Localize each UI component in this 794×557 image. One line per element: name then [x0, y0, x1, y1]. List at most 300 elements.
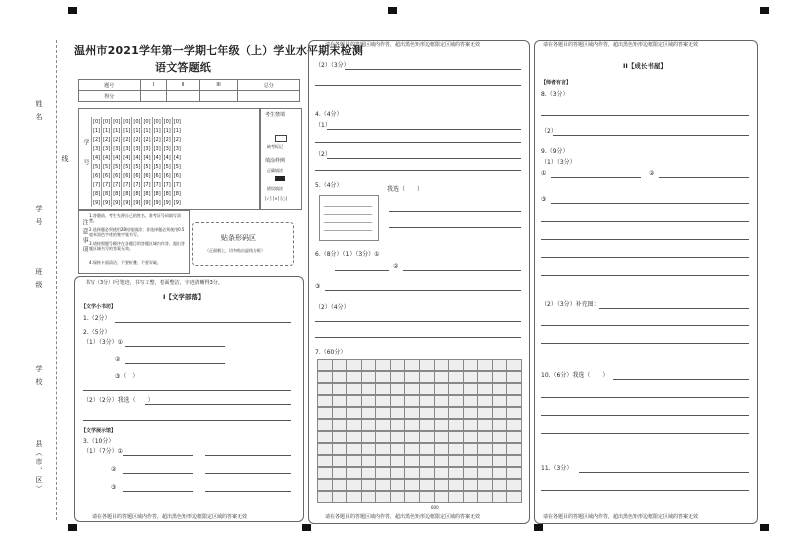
essay-cell[interactable]: [404, 467, 420, 479]
omr-bubble[interactable]: [0]: [123, 118, 131, 125]
essay-cell[interactable]: [361, 491, 377, 503]
essay-cell[interactable]: [506, 383, 522, 395]
essay-cell[interactable]: [404, 383, 420, 395]
omr-bubble[interactable]: [5]: [153, 163, 161, 170]
essay-cell[interactable]: [506, 407, 522, 419]
essay-cell[interactable]: [506, 443, 522, 455]
essay-cell[interactable]: [492, 455, 508, 467]
omr-bubble[interactable]: [9]: [113, 199, 121, 206]
essay-cell[interactable]: [492, 479, 508, 491]
essay-cell[interactable]: [419, 491, 435, 503]
omr-bubble[interactable]: [0]: [133, 118, 141, 125]
essay-cell[interactable]: [463, 455, 479, 467]
answer-line[interactable]: [327, 129, 521, 130]
essay-cell[interactable]: [448, 383, 464, 395]
omr-bubble[interactable]: [0]: [143, 118, 151, 125]
essay-cell[interactable]: [477, 407, 493, 419]
omr-bubble[interactable]: [3]: [113, 145, 121, 152]
essay-cell[interactable]: [361, 455, 377, 467]
omr-bubble[interactable]: [1]: [93, 127, 101, 134]
essay-cell[interactable]: [361, 419, 377, 431]
omr-bubble[interactable]: [2]: [163, 136, 171, 143]
omr-bubble[interactable]: [8]: [93, 190, 101, 197]
omr-bubble[interactable]: [9]: [133, 199, 141, 206]
essay-cell[interactable]: [346, 371, 362, 383]
answer-line[interactable]: [83, 390, 291, 391]
answer-line[interactable]: [205, 491, 291, 492]
omr-bubble[interactable]: [0]: [103, 118, 111, 125]
essay-cell[interactable]: [317, 467, 333, 479]
essay-cell[interactable]: [346, 395, 362, 407]
answer-line[interactable]: [389, 227, 521, 228]
score-cell[interactable]: [238, 91, 300, 102]
omr-bubble[interactable]: [3]: [163, 145, 171, 152]
essay-cell[interactable]: [463, 359, 479, 371]
essay-cell[interactable]: [375, 443, 391, 455]
omr-bubble[interactable]: [2]: [143, 136, 151, 143]
omr-bubble[interactable]: [4]: [93, 154, 101, 161]
omr-bubble[interactable]: [9]: [163, 199, 171, 206]
essay-cell[interactable]: [506, 395, 522, 407]
omr-bubble[interactable]: [6]: [103, 172, 111, 179]
omr-bubble[interactable]: [7]: [173, 181, 181, 188]
omr-bubble[interactable]: [1]: [143, 127, 151, 134]
essay-cell[interactable]: [463, 443, 479, 455]
omr-bubble[interactable]: [6]: [113, 172, 121, 179]
omr-bubble[interactable]: [5]: [103, 163, 111, 170]
essay-cell[interactable]: [448, 371, 464, 383]
omr-bubble[interactable]: [0]: [163, 118, 171, 125]
score-cell[interactable]: [167, 91, 200, 102]
answer-line[interactable]: [205, 473, 291, 474]
essay-cell[interactable]: [434, 467, 450, 479]
essay-cell[interactable]: [332, 479, 348, 491]
essay-cell[interactable]: [434, 491, 450, 503]
essay-cell[interactable]: [317, 371, 333, 383]
essay-cell[interactable]: [434, 383, 450, 395]
answer-line[interactable]: [551, 203, 749, 204]
essay-cell[interactable]: [404, 371, 420, 383]
omr-bubble[interactable]: [4]: [123, 154, 131, 161]
answer-line[interactable]: [123, 473, 193, 474]
essay-cell[interactable]: [506, 431, 522, 443]
essay-cell[interactable]: [317, 407, 333, 419]
essay-cell[interactable]: [404, 359, 420, 371]
essay-cell[interactable]: [404, 407, 420, 419]
omr-bubble[interactable]: [1]: [163, 127, 171, 134]
essay-cell[interactable]: [317, 419, 333, 431]
omr-bubble[interactable]: [7]: [93, 181, 101, 188]
essay-cell[interactable]: [346, 383, 362, 395]
essay-cell[interactable]: [332, 371, 348, 383]
omr-bubble[interactable]: [8]: [113, 190, 121, 197]
answer-line[interactable]: [123, 491, 193, 492]
essay-cell[interactable]: [419, 443, 435, 455]
answer-line[interactable]: [327, 158, 521, 159]
essay-cell[interactable]: [506, 455, 522, 467]
essay-cell[interactable]: [332, 431, 348, 443]
essay-cell[interactable]: [390, 455, 406, 467]
essay-cell[interactable]: [390, 419, 406, 431]
answer-line[interactable]: [541, 239, 749, 240]
essay-cell[interactable]: [506, 419, 522, 431]
answer-line[interactable]: [541, 343, 749, 344]
answer-line[interactable]: [325, 290, 521, 291]
answer-line[interactable]: [315, 142, 521, 143]
answer-line[interactable]: [541, 325, 749, 326]
essay-cell[interactable]: [375, 455, 391, 467]
essay-cell[interactable]: [390, 443, 406, 455]
essay-cell[interactable]: [463, 431, 479, 443]
essay-cell[interactable]: [477, 491, 493, 503]
answer-line[interactable]: [145, 404, 291, 405]
essay-cell[interactable]: [463, 395, 479, 407]
essay-cell[interactable]: [419, 431, 435, 443]
omr-bubble[interactable]: [4]: [173, 154, 181, 161]
answer-line[interactable]: [541, 433, 749, 434]
answer-line[interactable]: [403, 270, 521, 271]
answer-line[interactable]: [125, 363, 225, 364]
essay-cell[interactable]: [463, 467, 479, 479]
essay-cell[interactable]: [434, 371, 450, 383]
omr-bubble[interactable]: [6]: [133, 172, 141, 179]
omr-bubble[interactable]: [3]: [133, 145, 141, 152]
answer-line[interactable]: [125, 346, 225, 347]
essay-cell[interactable]: [477, 479, 493, 491]
answer-line[interactable]: [315, 170, 521, 171]
omr-bubble[interactable]: [6]: [143, 172, 151, 179]
essay-cell[interactable]: [477, 419, 493, 431]
omr-bubble[interactable]: [4]: [153, 154, 161, 161]
omr-bubble[interactable]: [1]: [123, 127, 131, 134]
answer-line[interactable]: [345, 69, 521, 70]
essay-cell[interactable]: [448, 479, 464, 491]
essay-cell[interactable]: [492, 419, 508, 431]
omr-bubble[interactable]: [7]: [133, 181, 141, 188]
essay-cell[interactable]: [448, 455, 464, 467]
omr-bubble[interactable]: [8]: [103, 190, 111, 197]
answer-line[interactable]: [541, 397, 749, 398]
essay-cell[interactable]: [346, 419, 362, 431]
essay-cell[interactable]: [463, 419, 479, 431]
essay-cell[interactable]: [332, 359, 348, 371]
answer-line[interactable]: [541, 115, 749, 116]
answer-line[interactable]: [579, 472, 749, 473]
essay-cell[interactable]: [361, 371, 377, 383]
essay-cell[interactable]: [375, 407, 391, 419]
essay-cell[interactable]: [317, 359, 333, 371]
essay-cell[interactable]: [419, 455, 435, 467]
essay-cell[interactable]: [390, 371, 406, 383]
essay-cell[interactable]: [477, 443, 493, 455]
answer-line[interactable]: [553, 135, 749, 136]
omr-bubble[interactable]: [4]: [163, 154, 171, 161]
essay-cell[interactable]: [463, 479, 479, 491]
essay-cell[interactable]: [434, 431, 450, 443]
omr-bubble[interactable]: [3]: [103, 145, 111, 152]
essay-cell[interactable]: [317, 395, 333, 407]
omr-bubble[interactable]: [8]: [133, 190, 141, 197]
essay-cell[interactable]: [317, 491, 333, 503]
essay-cell[interactable]: [419, 359, 435, 371]
essay-cell[interactable]: [346, 479, 362, 491]
essay-cell[interactable]: [346, 455, 362, 467]
essay-cell[interactable]: [448, 491, 464, 503]
omr-bubble[interactable]: [2]: [93, 136, 101, 143]
essay-cell[interactable]: [390, 431, 406, 443]
essay-cell[interactable]: [346, 491, 362, 503]
omr-bubble[interactable]: [5]: [113, 163, 121, 170]
essay-cell[interactable]: [361, 467, 377, 479]
essay-cell[interactable]: [492, 407, 508, 419]
essay-cell[interactable]: [492, 371, 508, 383]
essay-cell[interactable]: [477, 431, 493, 443]
essay-cell[interactable]: [332, 491, 348, 503]
essay-cell[interactable]: [506, 479, 522, 491]
answer-line[interactable]: [315, 85, 521, 86]
omr-bubble[interactable]: [1]: [153, 127, 161, 134]
essay-cell[interactable]: [404, 395, 420, 407]
omr-bubble[interactable]: [0]: [93, 118, 101, 125]
essay-cell[interactable]: [361, 443, 377, 455]
essay-cell[interactable]: [390, 395, 406, 407]
essay-cell[interactable]: [404, 431, 420, 443]
essay-cell[interactable]: [448, 419, 464, 431]
answer-line[interactable]: [541, 275, 749, 276]
essay-cell[interactable]: [477, 467, 493, 479]
essay-cell[interactable]: [375, 395, 391, 407]
essay-cell[interactable]: [375, 383, 391, 395]
omr-bubble[interactable]: [0]: [173, 118, 181, 125]
answer-line[interactable]: [541, 257, 749, 258]
essay-cell[interactable]: [390, 359, 406, 371]
essay-cell[interactable]: [346, 407, 362, 419]
essay-cell[interactable]: [375, 371, 391, 383]
omr-bubble[interactable]: [6]: [93, 172, 101, 179]
essay-cell[interactable]: [492, 491, 508, 503]
omr-bubble[interactable]: [5]: [163, 163, 171, 170]
essay-cell[interactable]: [448, 395, 464, 407]
essay-cell[interactable]: [448, 443, 464, 455]
essay-cell[interactable]: [332, 395, 348, 407]
answer-line[interactable]: [613, 379, 749, 380]
essay-cell[interactable]: [463, 407, 479, 419]
essay-cell[interactable]: [346, 431, 362, 443]
essay-cell[interactable]: [434, 479, 450, 491]
essay-cell[interactable]: [390, 407, 406, 419]
essay-cell[interactable]: [448, 431, 464, 443]
essay-cell[interactable]: [390, 467, 406, 479]
omr-bubble[interactable]: [7]: [103, 181, 111, 188]
essay-cell[interactable]: [375, 479, 391, 491]
essay-cell[interactable]: [492, 467, 508, 479]
essay-grid[interactable]: [317, 359, 521, 503]
answer-line[interactable]: [389, 211, 521, 212]
essay-cell[interactable]: [390, 491, 406, 503]
essay-cell[interactable]: [361, 407, 377, 419]
essay-cell[interactable]: [434, 419, 450, 431]
essay-cell[interactable]: [346, 443, 362, 455]
omr-bubble[interactable]: [5]: [143, 163, 151, 170]
omr-bubble[interactable]: [7]: [143, 181, 151, 188]
answer-line[interactable]: [541, 415, 749, 416]
omr-bubble[interactable]: [8]: [163, 190, 171, 197]
essay-cell[interactable]: [375, 419, 391, 431]
answer-line[interactable]: [83, 420, 291, 421]
essay-cell[interactable]: [404, 443, 420, 455]
answer-line[interactable]: [599, 308, 749, 309]
omr-bubble[interactable]: [2]: [153, 136, 161, 143]
omr-bubble[interactable]: [4]: [103, 154, 111, 161]
omr-bubble[interactable]: [5]: [173, 163, 181, 170]
omr-bubble[interactable]: [2]: [133, 136, 141, 143]
omr-bubble[interactable]: [4]: [133, 154, 141, 161]
essay-cell[interactable]: [332, 455, 348, 467]
answer-line[interactable]: [315, 337, 521, 338]
essay-cell[interactable]: [317, 383, 333, 395]
essay-cell[interactable]: [434, 455, 450, 467]
omr-bubble[interactable]: [8]: [143, 190, 151, 197]
answer-line[interactable]: [551, 177, 641, 178]
essay-cell[interactable]: [448, 407, 464, 419]
essay-cell[interactable]: [463, 491, 479, 503]
essay-cell[interactable]: [375, 359, 391, 371]
essay-cell[interactable]: [448, 467, 464, 479]
essay-cell[interactable]: [332, 419, 348, 431]
omr-bubble[interactable]: [6]: [163, 172, 171, 179]
omr-bubble[interactable]: [2]: [113, 136, 121, 143]
essay-cell[interactable]: [404, 491, 420, 503]
essay-cell[interactable]: [404, 419, 420, 431]
omr-bubble[interactable]: [2]: [103, 136, 111, 143]
omr-bubble[interactable]: [5]: [93, 163, 101, 170]
essay-cell[interactable]: [332, 383, 348, 395]
essay-cell[interactable]: [434, 407, 450, 419]
essay-cell[interactable]: [375, 431, 391, 443]
essay-cell[interactable]: [477, 395, 493, 407]
omr-bubble[interactable]: [1]: [133, 127, 141, 134]
omr-bubble[interactable]: [9]: [103, 199, 111, 206]
essay-cell[interactable]: [361, 395, 377, 407]
essay-cell[interactable]: [361, 383, 377, 395]
essay-cell[interactable]: [492, 395, 508, 407]
omr-bubble[interactable]: [0]: [113, 118, 121, 125]
essay-cell[interactable]: [404, 455, 420, 467]
essay-cell[interactable]: [419, 395, 435, 407]
omr-bubble[interactable]: [2]: [123, 136, 131, 143]
omr-bubble[interactable]: [3]: [93, 145, 101, 152]
essay-cell[interactable]: [477, 371, 493, 383]
essay-cell[interactable]: [463, 371, 479, 383]
essay-cell[interactable]: [419, 467, 435, 479]
absent-checkbox[interactable]: [275, 135, 287, 142]
omr-bubble[interactable]: [9]: [153, 199, 161, 206]
omr-bubble[interactable]: [6]: [173, 172, 181, 179]
essay-cell[interactable]: [332, 467, 348, 479]
essay-cell[interactable]: [477, 383, 493, 395]
essay-cell[interactable]: [390, 383, 406, 395]
omr-bubble[interactable]: [8]: [153, 190, 161, 197]
omr-bubble[interactable]: [3]: [153, 145, 161, 152]
omr-bubble[interactable]: [0]: [153, 118, 161, 125]
omr-bubble[interactable]: [6]: [123, 172, 131, 179]
omr-bubble[interactable]: [7]: [163, 181, 171, 188]
essay-cell[interactable]: [506, 371, 522, 383]
essay-cell[interactable]: [346, 467, 362, 479]
omr-bubble[interactable]: [2]: [173, 136, 181, 143]
omr-bubble[interactable]: [9]: [93, 199, 101, 206]
essay-cell[interactable]: [361, 479, 377, 491]
essay-cell[interactable]: [332, 407, 348, 419]
essay-cell[interactable]: [361, 359, 377, 371]
essay-cell[interactable]: [492, 383, 508, 395]
answer-line[interactable]: [541, 490, 749, 491]
score-cell[interactable]: [140, 91, 167, 102]
answer-line[interactable]: [315, 321, 521, 322]
essay-cell[interactable]: [492, 431, 508, 443]
essay-cell[interactable]: [375, 467, 391, 479]
essay-cell[interactable]: [477, 455, 493, 467]
omr-bubble[interactable]: [9]: [143, 199, 151, 206]
essay-cell[interactable]: [390, 479, 406, 491]
essay-cell[interactable]: [477, 359, 493, 371]
essay-cell[interactable]: [419, 383, 435, 395]
essay-cell[interactable]: [317, 443, 333, 455]
essay-cell[interactable]: [434, 359, 450, 371]
omr-bubble[interactable]: [1]: [103, 127, 111, 134]
omr-bubble[interactable]: [7]: [113, 181, 121, 188]
essay-cell[interactable]: [434, 443, 450, 455]
omr-bubble[interactable]: [1]: [113, 127, 121, 134]
essay-cell[interactable]: [346, 359, 362, 371]
omr-bubble[interactable]: [5]: [123, 163, 131, 170]
omr-bubble[interactable]: [5]: [133, 163, 141, 170]
omr-bubble[interactable]: [7]: [123, 181, 131, 188]
essay-cell[interactable]: [332, 443, 348, 455]
essay-cell[interactable]: [361, 431, 377, 443]
omr-bubble[interactable]: [9]: [123, 199, 131, 206]
essay-cell[interactable]: [317, 479, 333, 491]
omr-bubble[interactable]: [3]: [123, 145, 131, 152]
omr-bubble[interactable]: [7]: [153, 181, 161, 188]
essay-cell[interactable]: [419, 371, 435, 383]
essay-cell[interactable]: [492, 359, 508, 371]
answer-line[interactable]: [115, 322, 291, 323]
omr-bubble[interactable]: [4]: [113, 154, 121, 161]
essay-cell[interactable]: [404, 479, 420, 491]
omr-bubble[interactable]: [8]: [123, 190, 131, 197]
essay-cell[interactable]: [463, 383, 479, 395]
essay-cell[interactable]: [506, 359, 522, 371]
omr-bubble[interactable]: [9]: [173, 199, 181, 206]
essay-cell[interactable]: [419, 419, 435, 431]
omr-bubble[interactable]: [6]: [153, 172, 161, 179]
essay-cell[interactable]: [434, 395, 450, 407]
essay-cell[interactable]: [492, 443, 508, 455]
essay-cell[interactable]: [506, 491, 522, 503]
essay-cell[interactable]: [375, 491, 391, 503]
omr-bubble[interactable]: [3]: [143, 145, 151, 152]
answer-line[interactable]: [541, 221, 749, 222]
answer-line[interactable]: [659, 177, 749, 178]
omr-bubble[interactable]: [3]: [173, 145, 181, 152]
essay-cell[interactable]: [419, 407, 435, 419]
essay-cell[interactable]: [506, 467, 522, 479]
answer-line[interactable]: [123, 455, 193, 456]
omr-bubble[interactable]: [4]: [143, 154, 151, 161]
essay-cell[interactable]: [317, 431, 333, 443]
answer-line[interactable]: [205, 455, 291, 456]
